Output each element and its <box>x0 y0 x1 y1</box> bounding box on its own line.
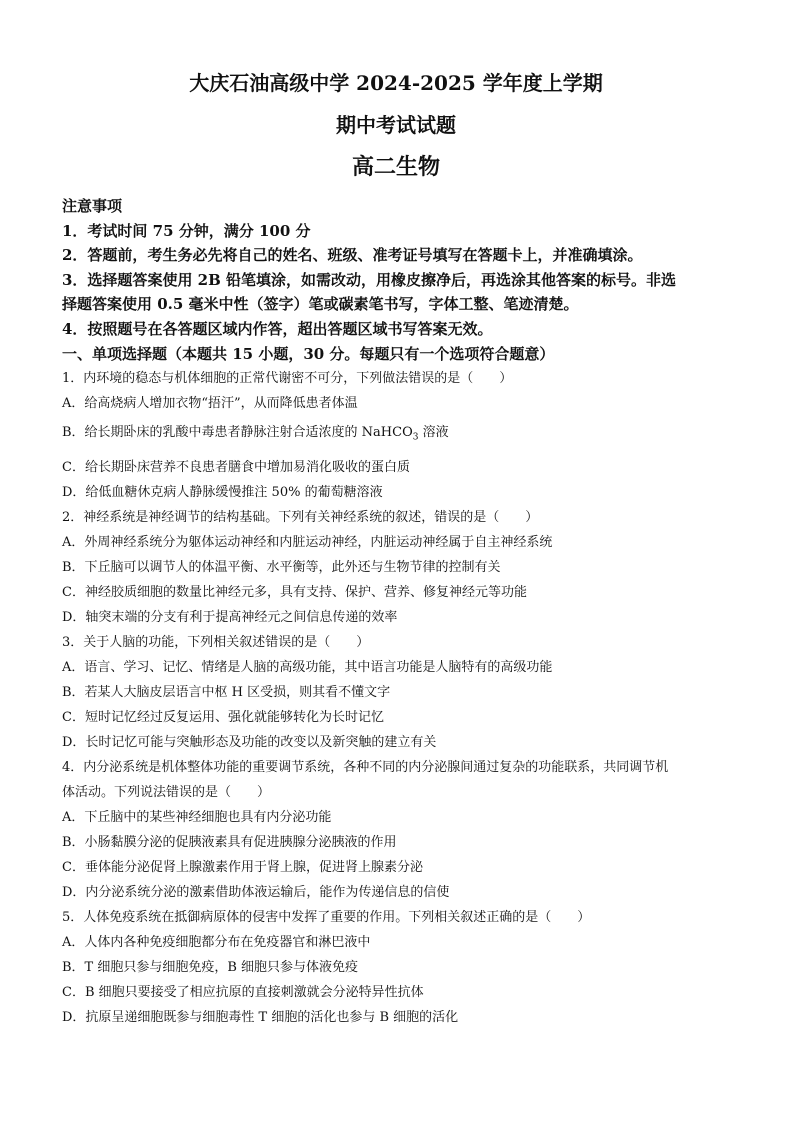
option-a: A．人体内各种免疫细胞都分布在免疫器官和淋巴液中 <box>62 934 371 950</box>
exam-subtitle: 期中考试试题 <box>336 113 456 137</box>
exam-subject: 高二生物 <box>351 154 440 180</box>
question-stem: 4．内分泌系统是机体整体功能的重要调节系统，各种不同的内分泌腺间通过复杂的功能联系，共同调节机 <box>62 759 669 775</box>
option-d: D．长时记忆可能与突触形态及功能的改变以及新突触的建立有关 <box>62 734 437 750</box>
option-b-text: B．给长期卧床的乳酸中毒患者静脉注射合适浓度的 NaHCO <box>62 425 413 441</box>
question-stem-cont: 体活动。下列说法错误的是（ ） <box>62 784 271 800</box>
question-stem: 5．人体免疫系统在抵御病原体的侵害中发挥了重要的作用。下列相关叙述正确的是（ ） <box>62 909 591 925</box>
notes-section <box>62 194 730 342</box>
option-c: C．B 细胞只要接受了相应抗原的直接刺激就会分泌特异性抗体 <box>62 984 424 1000</box>
option-d: D．轴突末端的分支有利于提高神经元之间信息传递的效率 <box>62 609 398 625</box>
option-b: B．T 细胞只参与细胞免疫，B 细胞只参与体液免疫 <box>62 959 359 975</box>
option-b-suffix: 溶液 <box>418 425 449 441</box>
question-3 <box>62 630 730 755</box>
option-d: D．抗原呈递细胞既参与细胞毒性 T 细胞的活化也参与 B 细胞的活化 <box>62 1009 459 1025</box>
option-c: C．神经胶质细胞的数量比神经元多，具有支持、保护、营养、修复神经元等功能 <box>62 584 527 600</box>
question-stem: 1．内环境的稳态与机体细胞的正常代谢密不可分，下列做法错误的是（ ） <box>62 371 513 387</box>
option-d: D．给低血糖休克病人静脉缓慢推注 50% 的葡萄糖溶液 <box>62 484 383 500</box>
question-2 <box>62 505 730 630</box>
option-a: A．语言、学习、记忆、情绪是人脑的高级功能，其中语言功能是人脑特有的高级功能 <box>62 659 553 675</box>
note-item: 4．按照题号在各答题区域内作答，超出答题区域书写答案无效。 <box>62 319 493 338</box>
section-heading: 一、单项选择题（本题共 15 小题，30 分。每题只有一个选项符合题意） <box>62 344 555 363</box>
question-5 <box>62 905 730 1030</box>
option-c: C．给长期卧床营养不良患者膳食中增加易消化吸收的蛋白质 <box>62 459 410 475</box>
question-stem: 2．神经系统是神经调节的结构基础。下列有关神经系统的叙述，错误的是（ ） <box>62 509 539 525</box>
exam-title: 大庆石油高级中学 2024-2025 学年度上学期 <box>189 71 603 95</box>
option-a: A．给高烧病人增加衣物“捂汗”，从而降低患者体温 <box>62 396 358 412</box>
option-b: B．若某人大脑皮层语言中枢 H 区受损，则其看不懂文字 <box>62 684 391 700</box>
note-item: 择题答案使用 0.5 毫米中性（签字）笔或碳素笔书写，字体工整、笔迹清楚。 <box>62 295 579 314</box>
option-b: B．下丘脑可以调节人的体温平衡、水平衡等，此外还与生物节律的控制有关 <box>62 559 501 575</box>
question-4 <box>62 755 730 905</box>
option-a: A．下丘脑中的某些神经细胞也具有内分泌功能 <box>62 809 332 825</box>
note-item: 2．答题前，考生务必先将自己的姓名、班级、准考证号填写在答题卡上，并准确填涂。 <box>62 246 643 265</box>
notes-heading: 注意事项 <box>62 197 123 215</box>
question-stem: 3．关于人脑的功能，下列相关叙述错误的是（ ） <box>62 634 370 650</box>
note-item: 3．选择题答案使用 2B 铅笔填涂，如需改动，用橡皮擦净后，再选涂其他答案的标号。非选 <box>62 270 677 289</box>
option-b <box>62 416 730 455</box>
option-c: C．短时记忆经过反复运用、强化就能够转化为长时记忆 <box>62 709 384 725</box>
question-1 <box>62 366 730 505</box>
option-d: D．内分泌系统分泌的激素借助体液运输后，能作为传递信息的信使 <box>62 884 450 900</box>
note-item: 1．考试时间 75 分钟，满分 100 分 <box>62 221 311 240</box>
option-a: A．外周神经系统分为躯体运动神经和内脏运动神经，内脏运动神经属于自主神经系统 <box>62 534 553 550</box>
option-b: B．小肠黏膜分泌的促胰液素具有促进胰腺分泌胰液的作用 <box>62 834 397 850</box>
option-b-subscript: 3 <box>412 432 419 443</box>
option-c: C．垂体能分泌促肾上腺激素作用于肾上腺，促进肾上腺素分泌 <box>62 859 423 875</box>
